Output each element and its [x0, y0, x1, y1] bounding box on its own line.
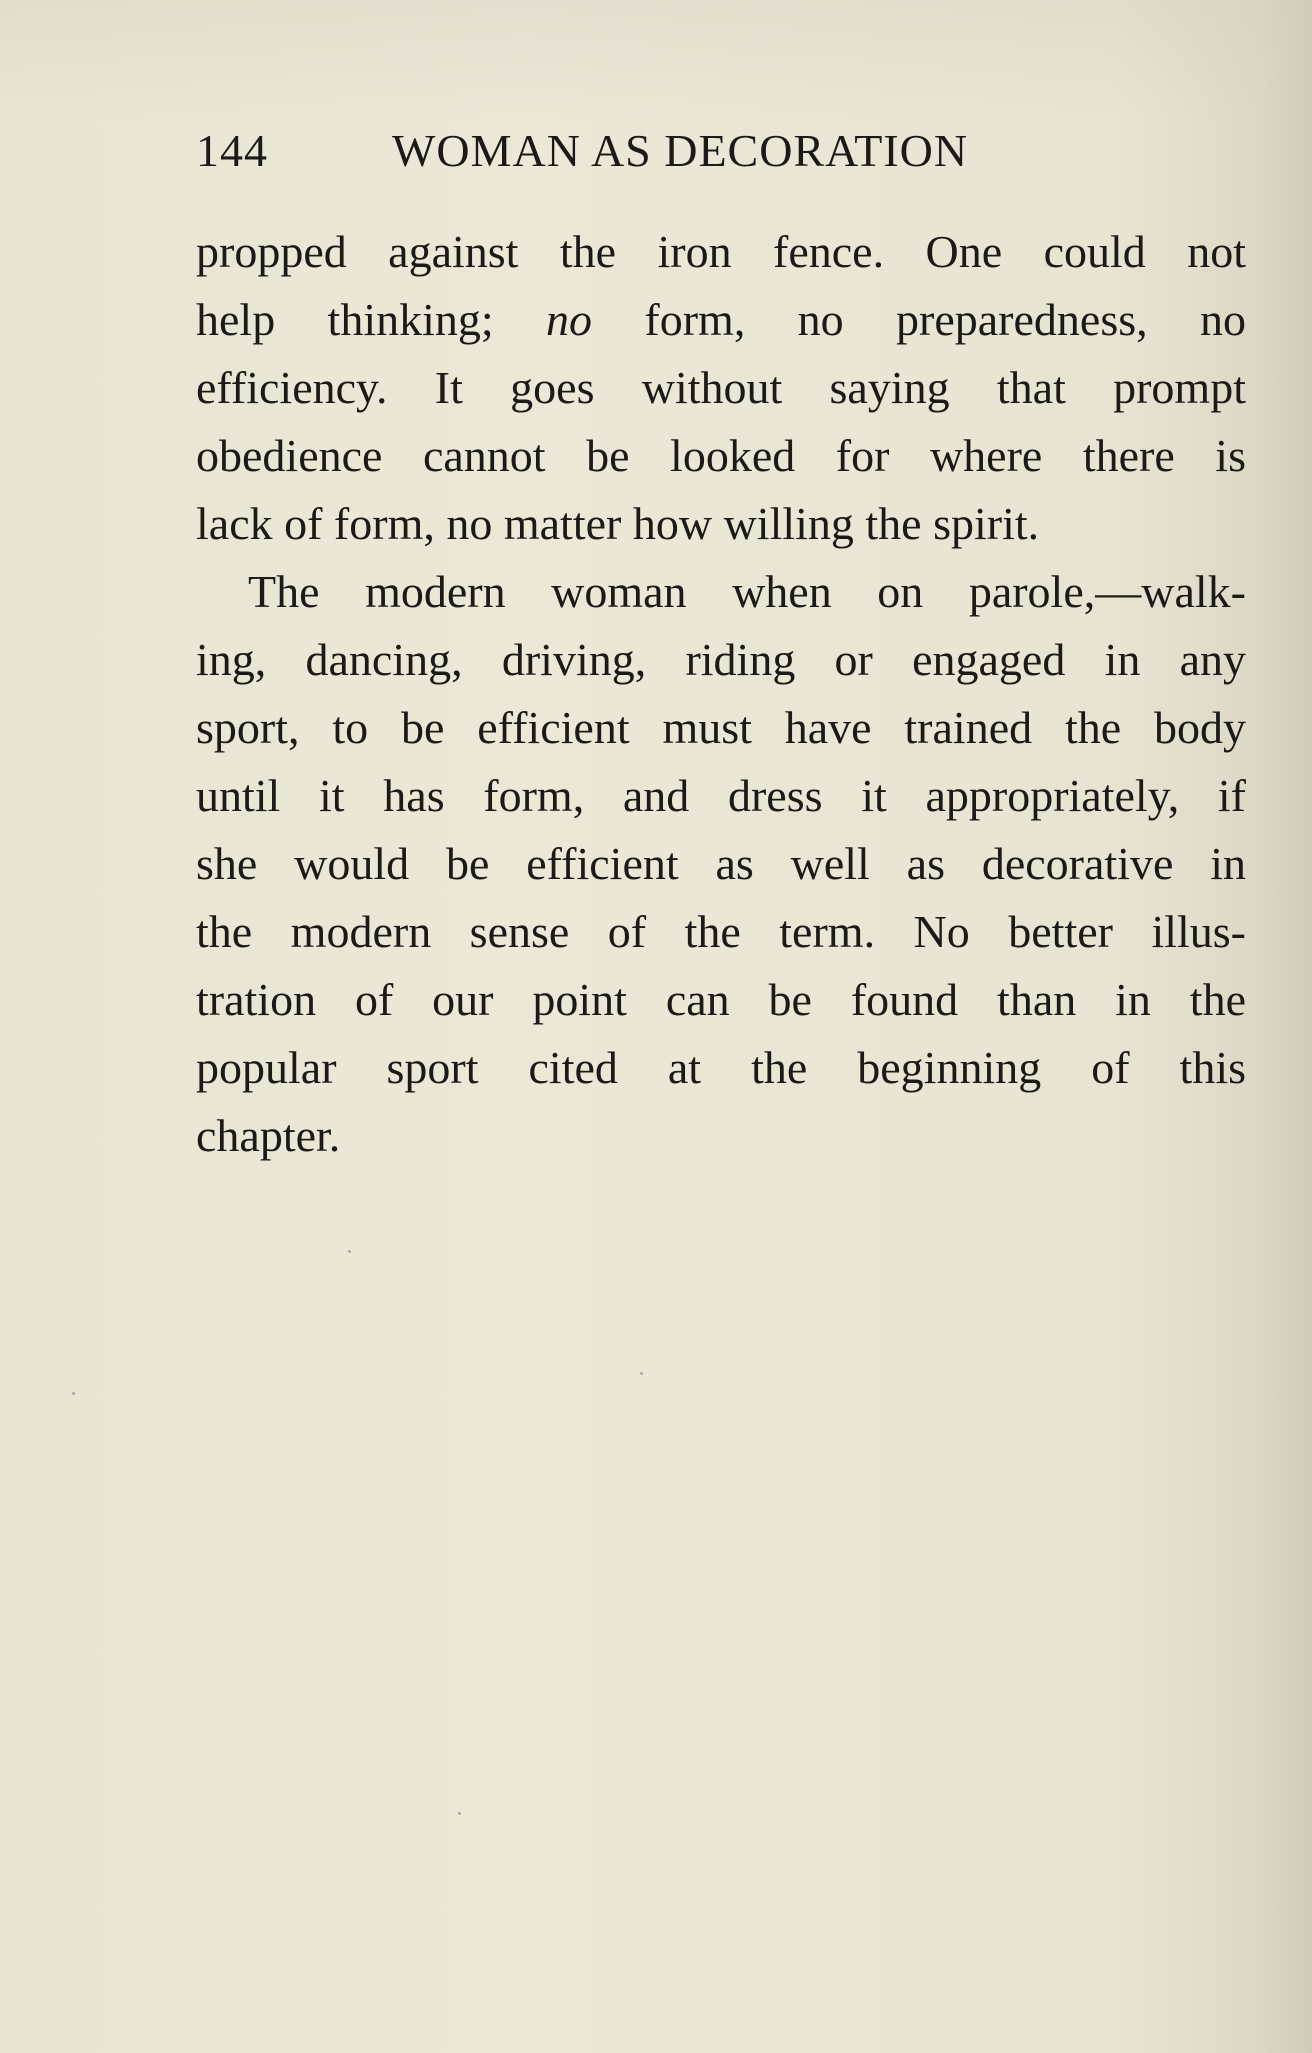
text-line-4: obedience cannot be looked for where there is	[196, 430, 1246, 481]
text-line-8: sport, to be efficient must have trained the body	[196, 702, 1246, 753]
text-line-1: propped against the iron fence. One could not	[196, 226, 1246, 277]
text-line-14: chapter.	[196, 1110, 341, 1161]
italic-word: no	[546, 294, 593, 345]
page-header	[196, 124, 1096, 184]
text-line-7: ing, dancing, driving, riding or engaged in any	[196, 634, 1246, 685]
paper-speck	[348, 1250, 351, 1253]
page-number: 144	[196, 125, 268, 176]
text-line-9: until it has form, and dress it appropriately, if	[196, 770, 1246, 821]
text-line-2-pre: help thinking;	[196, 294, 547, 345]
text-line-6: The modern woman when on parole,—walk-	[248, 566, 1246, 617]
text-line-10: she would be efficient as well as decorative in	[196, 838, 1246, 889]
text-line-12: tration of our point can be found than in the	[196, 974, 1246, 1025]
text-line-5: lack of form, no matter how willing the spirit.	[196, 498, 1040, 549]
paper-speck	[72, 1392, 75, 1395]
text-line-11: the modern sense of the term. No better illus-	[196, 906, 1246, 957]
body-text	[196, 218, 1246, 1170]
text-line-2-post: form, no preparedness, no	[592, 294, 1246, 345]
text-line-3: efficiency. It goes without saying that prompt	[196, 362, 1246, 413]
page-shading	[0, 0, 1312, 120]
running-title: WOMAN AS DECORATION	[392, 125, 969, 176]
text-line-2	[196, 286, 1246, 354]
paper-speck	[640, 1372, 643, 1375]
text-line-13: popular sport cited at the beginning of this	[196, 1042, 1246, 1093]
paper-speck	[458, 1812, 461, 1815]
